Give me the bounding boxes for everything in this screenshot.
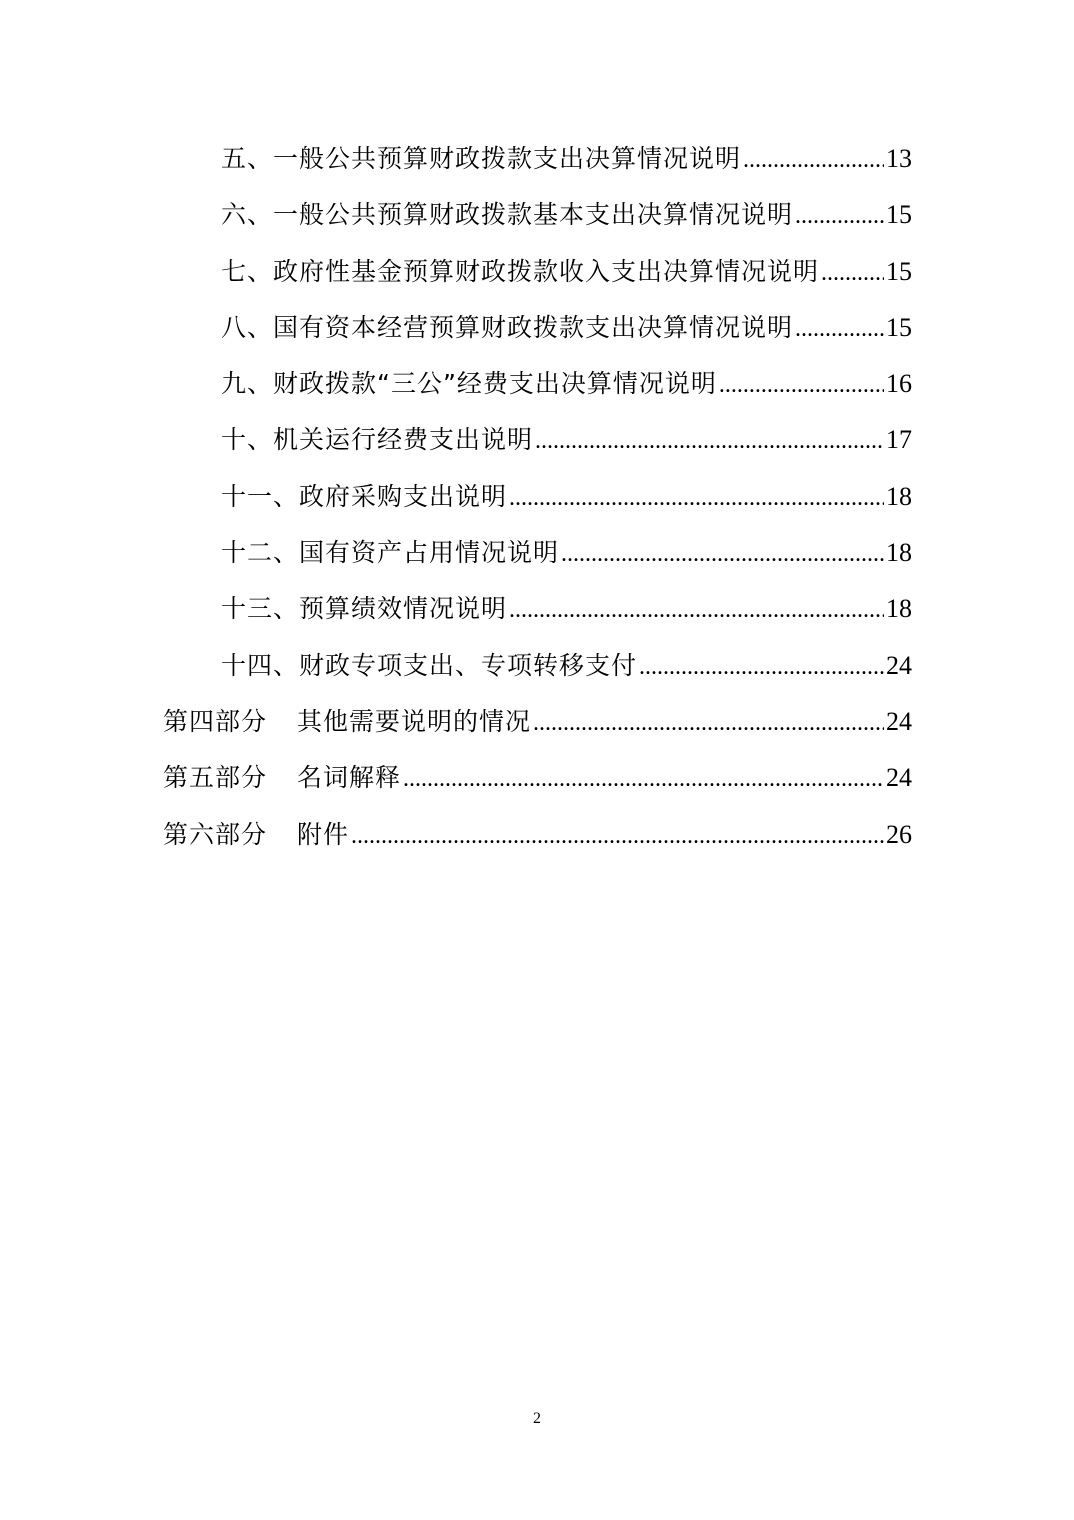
toc-entry[interactable] — [0, 244, 1074, 300]
toc-entry[interactable] — [0, 131, 1074, 187]
toc-dot-leader — [403, 751, 884, 807]
toc-entry-page: 13 — [886, 144, 912, 173]
toc-part-number: 第六部分 — [163, 819, 268, 849]
toc-entry-page: 18 — [886, 594, 912, 624]
toc-part-title: 其他需要说明的情况 — [297, 706, 532, 736]
toc-entry-page: 15 — [886, 312, 912, 342]
toc-part-heading — [163, 807, 349, 863]
toc-dot-leader — [535, 413, 884, 469]
toc-entry-page: 15 — [886, 200, 912, 230]
toc-entry-title: 十四、财政专项支出、专项转移支付 — [221, 650, 638, 680]
toc-entry-page: 24 — [886, 706, 912, 736]
table-of-contents — [0, 131, 1074, 863]
toc-part-entry[interactable] — [0, 750, 1074, 806]
toc-dot-leader — [821, 245, 884, 301]
toc-part-entry[interactable] — [0, 694, 1074, 750]
toc-dot-leader — [533, 695, 884, 751]
toc-entry-title: 七、政府性基金预算财政拨款收入支出决算情况说明 — [221, 256, 820, 286]
toc-entry-title: 十一、政府采购支出说明 — [221, 481, 508, 511]
toc-dot-leader — [561, 526, 884, 582]
toc-entry-page: 18 — [886, 481, 912, 511]
toc-entry[interactable] — [0, 412, 1074, 468]
toc-dot-leader — [509, 582, 884, 638]
toc-entry[interactable] — [0, 638, 1074, 694]
toc-entry-title: 九、财政拨款“三公”经费支出决算情况说明 — [221, 369, 717, 399]
toc-entry[interactable] — [0, 187, 1074, 243]
toc-entry-page: 26 — [886, 819, 912, 849]
toc-entry[interactable] — [0, 581, 1074, 637]
toc-entry-page: 16 — [886, 369, 912, 399]
toc-part-entry[interactable] — [0, 807, 1074, 863]
toc-entry-page: 24 — [886, 763, 912, 793]
toc-part-heading — [163, 694, 531, 750]
toc-entry-title: 十二、国有资产占用情况说明 — [221, 538, 560, 568]
toc-dot-leader — [795, 188, 884, 244]
toc-part-heading — [163, 750, 401, 806]
toc-dot-leader — [743, 132, 884, 188]
toc-dot-leader — [639, 639, 884, 695]
toc-entry-page: 24 — [886, 650, 912, 680]
toc-dot-leader — [795, 301, 884, 357]
toc-entry-title: 十三、预算绩效情况说明 — [221, 594, 508, 624]
toc-dot-leader — [719, 357, 884, 413]
toc-entry[interactable] — [0, 525, 1074, 581]
toc-part-title: 附件 — [297, 819, 350, 849]
toc-dot-leader — [509, 470, 884, 526]
toc-entry-page: 15 — [886, 256, 912, 286]
toc-entry-title: 五、一般公共预算财政拨款支出决算情况说明 — [221, 144, 742, 173]
toc-part-number: 第五部分 — [163, 763, 268, 793]
toc-part-title: 名词解释 — [297, 763, 402, 793]
toc-entry-title: 十、机关运行经费支出说明 — [221, 425, 534, 455]
toc-entry[interactable] — [0, 356, 1074, 412]
toc-part-number: 第四部分 — [163, 706, 268, 736]
toc-entry-title: 六、一般公共预算财政拨款基本支出决算情况说明 — [221, 200, 794, 230]
toc-entry[interactable] — [0, 300, 1074, 356]
toc-entry-title: 八、国有资本经营预算财政拨款支出决算情况说明 — [221, 312, 794, 342]
toc-entry-page: 17 — [886, 425, 912, 455]
toc-dot-leader — [351, 808, 884, 864]
toc-entry-page: 18 — [886, 538, 912, 568]
toc-entry[interactable] — [0, 469, 1074, 525]
page-number: 2 — [533, 1410, 541, 1427]
